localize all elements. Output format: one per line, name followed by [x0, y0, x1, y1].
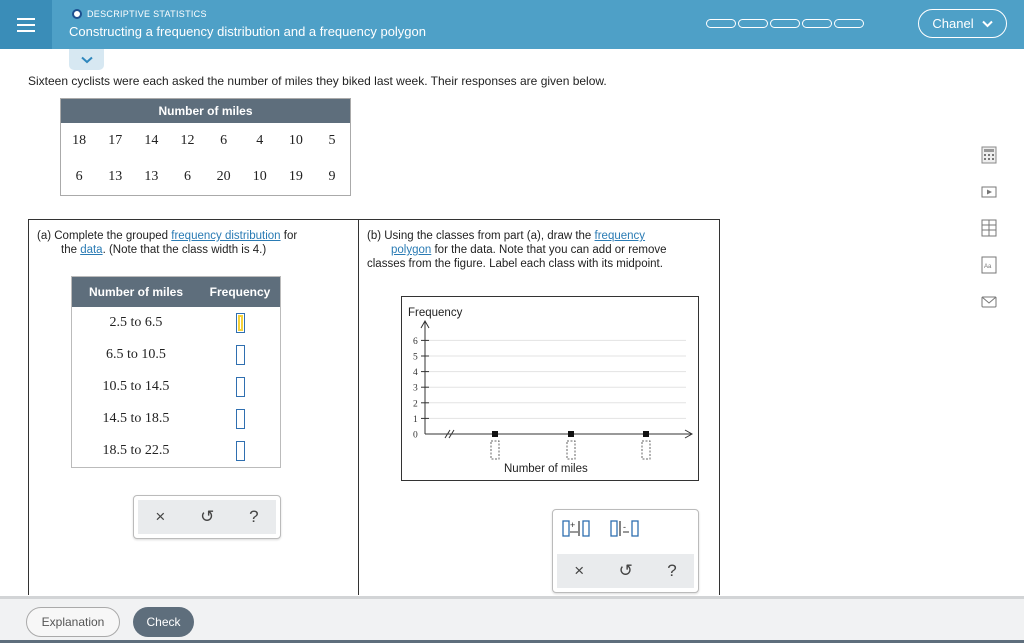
clear-button[interactable]: × [155, 507, 166, 526]
calculator-icon [981, 146, 997, 164]
data-table-header: Number of miles [61, 99, 350, 123]
class-range: 10.5 to 14.5 [102, 379, 170, 394]
midpoint-label-input[interactable] [567, 441, 575, 459]
frequency-input[interactable] [236, 345, 245, 365]
y-tick-label: 0 [413, 430, 418, 441]
data-cell: 19 [288, 169, 303, 184]
footer-bar [0, 596, 1024, 643]
problem-statement: Sixteen cyclists were each asked the number of miles they biked last week. Their responses are given below. [28, 74, 607, 88]
table-row [72, 339, 280, 371]
chevron-down-icon [81, 56, 93, 64]
table-row [72, 307, 280, 339]
clear-button[interactable]: × [574, 561, 585, 580]
category-text: DESCRIPTIVE STATISTICS [87, 9, 207, 19]
undo-button[interactable]: ↺ [618, 561, 633, 580]
frequency-distribution-link[interactable]: frequency distribution [171, 230, 281, 242]
y-tick-label: 1 [413, 414, 418, 425]
data-cell: 9 [328, 169, 336, 184]
graph-canvas[interactable] [402, 297, 698, 480]
part-b-text: for the data. Note that you can add or remove classes from the figure. Label each class with its midpoint. [367, 244, 667, 270]
class-range: 14.5 to 18.5 [102, 411, 170, 426]
data-cell: 6 [220, 133, 228, 148]
frequency-input[interactable] [236, 409, 245, 429]
frequency-table-header [72, 277, 280, 307]
glossary-button[interactable] [979, 255, 999, 275]
svg-text:+: + [570, 520, 576, 530]
part-b-toolbar [552, 509, 699, 593]
data-cell: 10 [288, 133, 303, 148]
part-a-text: for [280, 230, 298, 242]
remove-class-icon[interactable] [609, 518, 641, 540]
class-controls [561, 518, 641, 540]
frequency-input[interactable] [236, 377, 245, 397]
user-menu-button[interactable] [918, 9, 1007, 38]
column-header-classes: Number of miles [88, 285, 184, 299]
progress-bar [706, 19, 864, 28]
frequency-polygon-graph[interactable] [401, 296, 699, 481]
data-cell: 5 [328, 133, 336, 148]
data-cell: 20 [216, 169, 231, 184]
top-bar [0, 0, 1024, 49]
video-button[interactable] [979, 182, 999, 202]
calculator-button[interactable] [979, 145, 999, 165]
frequency-polygon-link[interactable]: frequency [594, 230, 646, 242]
part-a-text: (a) Complete the grouped [37, 230, 172, 242]
progress-segment [706, 19, 736, 28]
y-tick-label: 2 [413, 399, 418, 410]
data-cell: 13 [108, 169, 123, 184]
explanation-button[interactable]: Explanation [26, 607, 120, 637]
mail-icon [981, 295, 997, 309]
part-a-text: . (Note that the class width is 4.) [102, 244, 267, 256]
data-table-row [61, 159, 350, 195]
class-range: 18.5 to 22.5 [102, 443, 170, 458]
y-tick-label: 6 [413, 336, 418, 347]
y-tick-label: 4 [413, 368, 418, 379]
part-b-instructions [367, 229, 707, 271]
table-row [72, 403, 280, 435]
page-title: Constructing a frequency distribution and a frequency polygon [69, 24, 426, 39]
progress-segment [834, 19, 864, 28]
midpoint-label-input[interactable] [642, 441, 650, 459]
y-axis-label: Frequency [408, 307, 463, 319]
data-cell: 4 [256, 133, 264, 148]
dictionary-icon [981, 256, 997, 274]
message-button[interactable] [979, 292, 999, 312]
svg-text:-: - [623, 522, 626, 532]
progress-segment [802, 19, 832, 28]
frequency-input[interactable] [236, 313, 245, 333]
x-axis-label: Number of miles [504, 463, 588, 475]
undo-button[interactable]: ↺ [200, 507, 215, 526]
play-icon [981, 185, 997, 199]
y-tick-label: 5 [413, 352, 418, 363]
check-button[interactable]: Check [133, 607, 194, 637]
data-link[interactable]: data [80, 244, 103, 256]
class-range: 6.5 to 10.5 [106, 347, 166, 362]
category-label [72, 9, 207, 19]
table-row [72, 435, 280, 467]
topic-status-icon [72, 9, 82, 19]
part-a-text: the [61, 244, 81, 256]
hamburger-icon [17, 18, 35, 32]
data-cell: 14 [144, 133, 159, 148]
user-name: Chanel [932, 16, 974, 31]
frequency-table [71, 276, 281, 468]
add-class-icon[interactable] [561, 518, 593, 540]
part-a-instructions [37, 229, 347, 257]
column-header-frequency: Frequency [209, 285, 271, 299]
midpoint-label-input[interactable] [491, 441, 499, 459]
polygon-point[interactable] [568, 431, 574, 437]
data-cell: 6 [183, 169, 191, 184]
collapse-toggle[interactable] [69, 49, 104, 70]
y-tick-label: 3 [413, 383, 418, 394]
class-range: 2.5 to 6.5 [109, 315, 163, 330]
part-a-toolbar [133, 495, 281, 539]
data-cell: 10 [252, 169, 267, 184]
data-cell: 17 [108, 133, 123, 148]
data-table-row [61, 123, 350, 159]
polygon-point[interactable] [492, 431, 498, 437]
table-row [72, 371, 280, 403]
part-b-text: (b) Using the classes from part (a), draw the [367, 230, 595, 242]
textbook-button[interactable] [979, 218, 999, 238]
table-icon [981, 219, 997, 237]
frequency-input[interactable] [236, 441, 245, 461]
chevron-down-icon [982, 20, 993, 28]
help-button[interactable]: ? [249, 507, 259, 526]
progress-segment [770, 19, 800, 28]
progress-segment [738, 19, 768, 28]
data-cell: 13 [144, 169, 159, 184]
data-table [60, 98, 351, 196]
help-button[interactable]: ? [667, 561, 677, 580]
data-cell: 6 [75, 169, 83, 184]
polygon-point[interactable] [643, 431, 649, 437]
data-cell: 12 [180, 133, 195, 148]
part-a-panel [28, 219, 359, 595]
data-cell: 18 [72, 133, 87, 148]
part-b-panel [358, 219, 720, 595]
svg-text:Aa: Aa [984, 264, 992, 270]
menu-button[interactable] [0, 0, 52, 49]
frequency-polygon-link[interactable]: polygon [391, 244, 432, 256]
